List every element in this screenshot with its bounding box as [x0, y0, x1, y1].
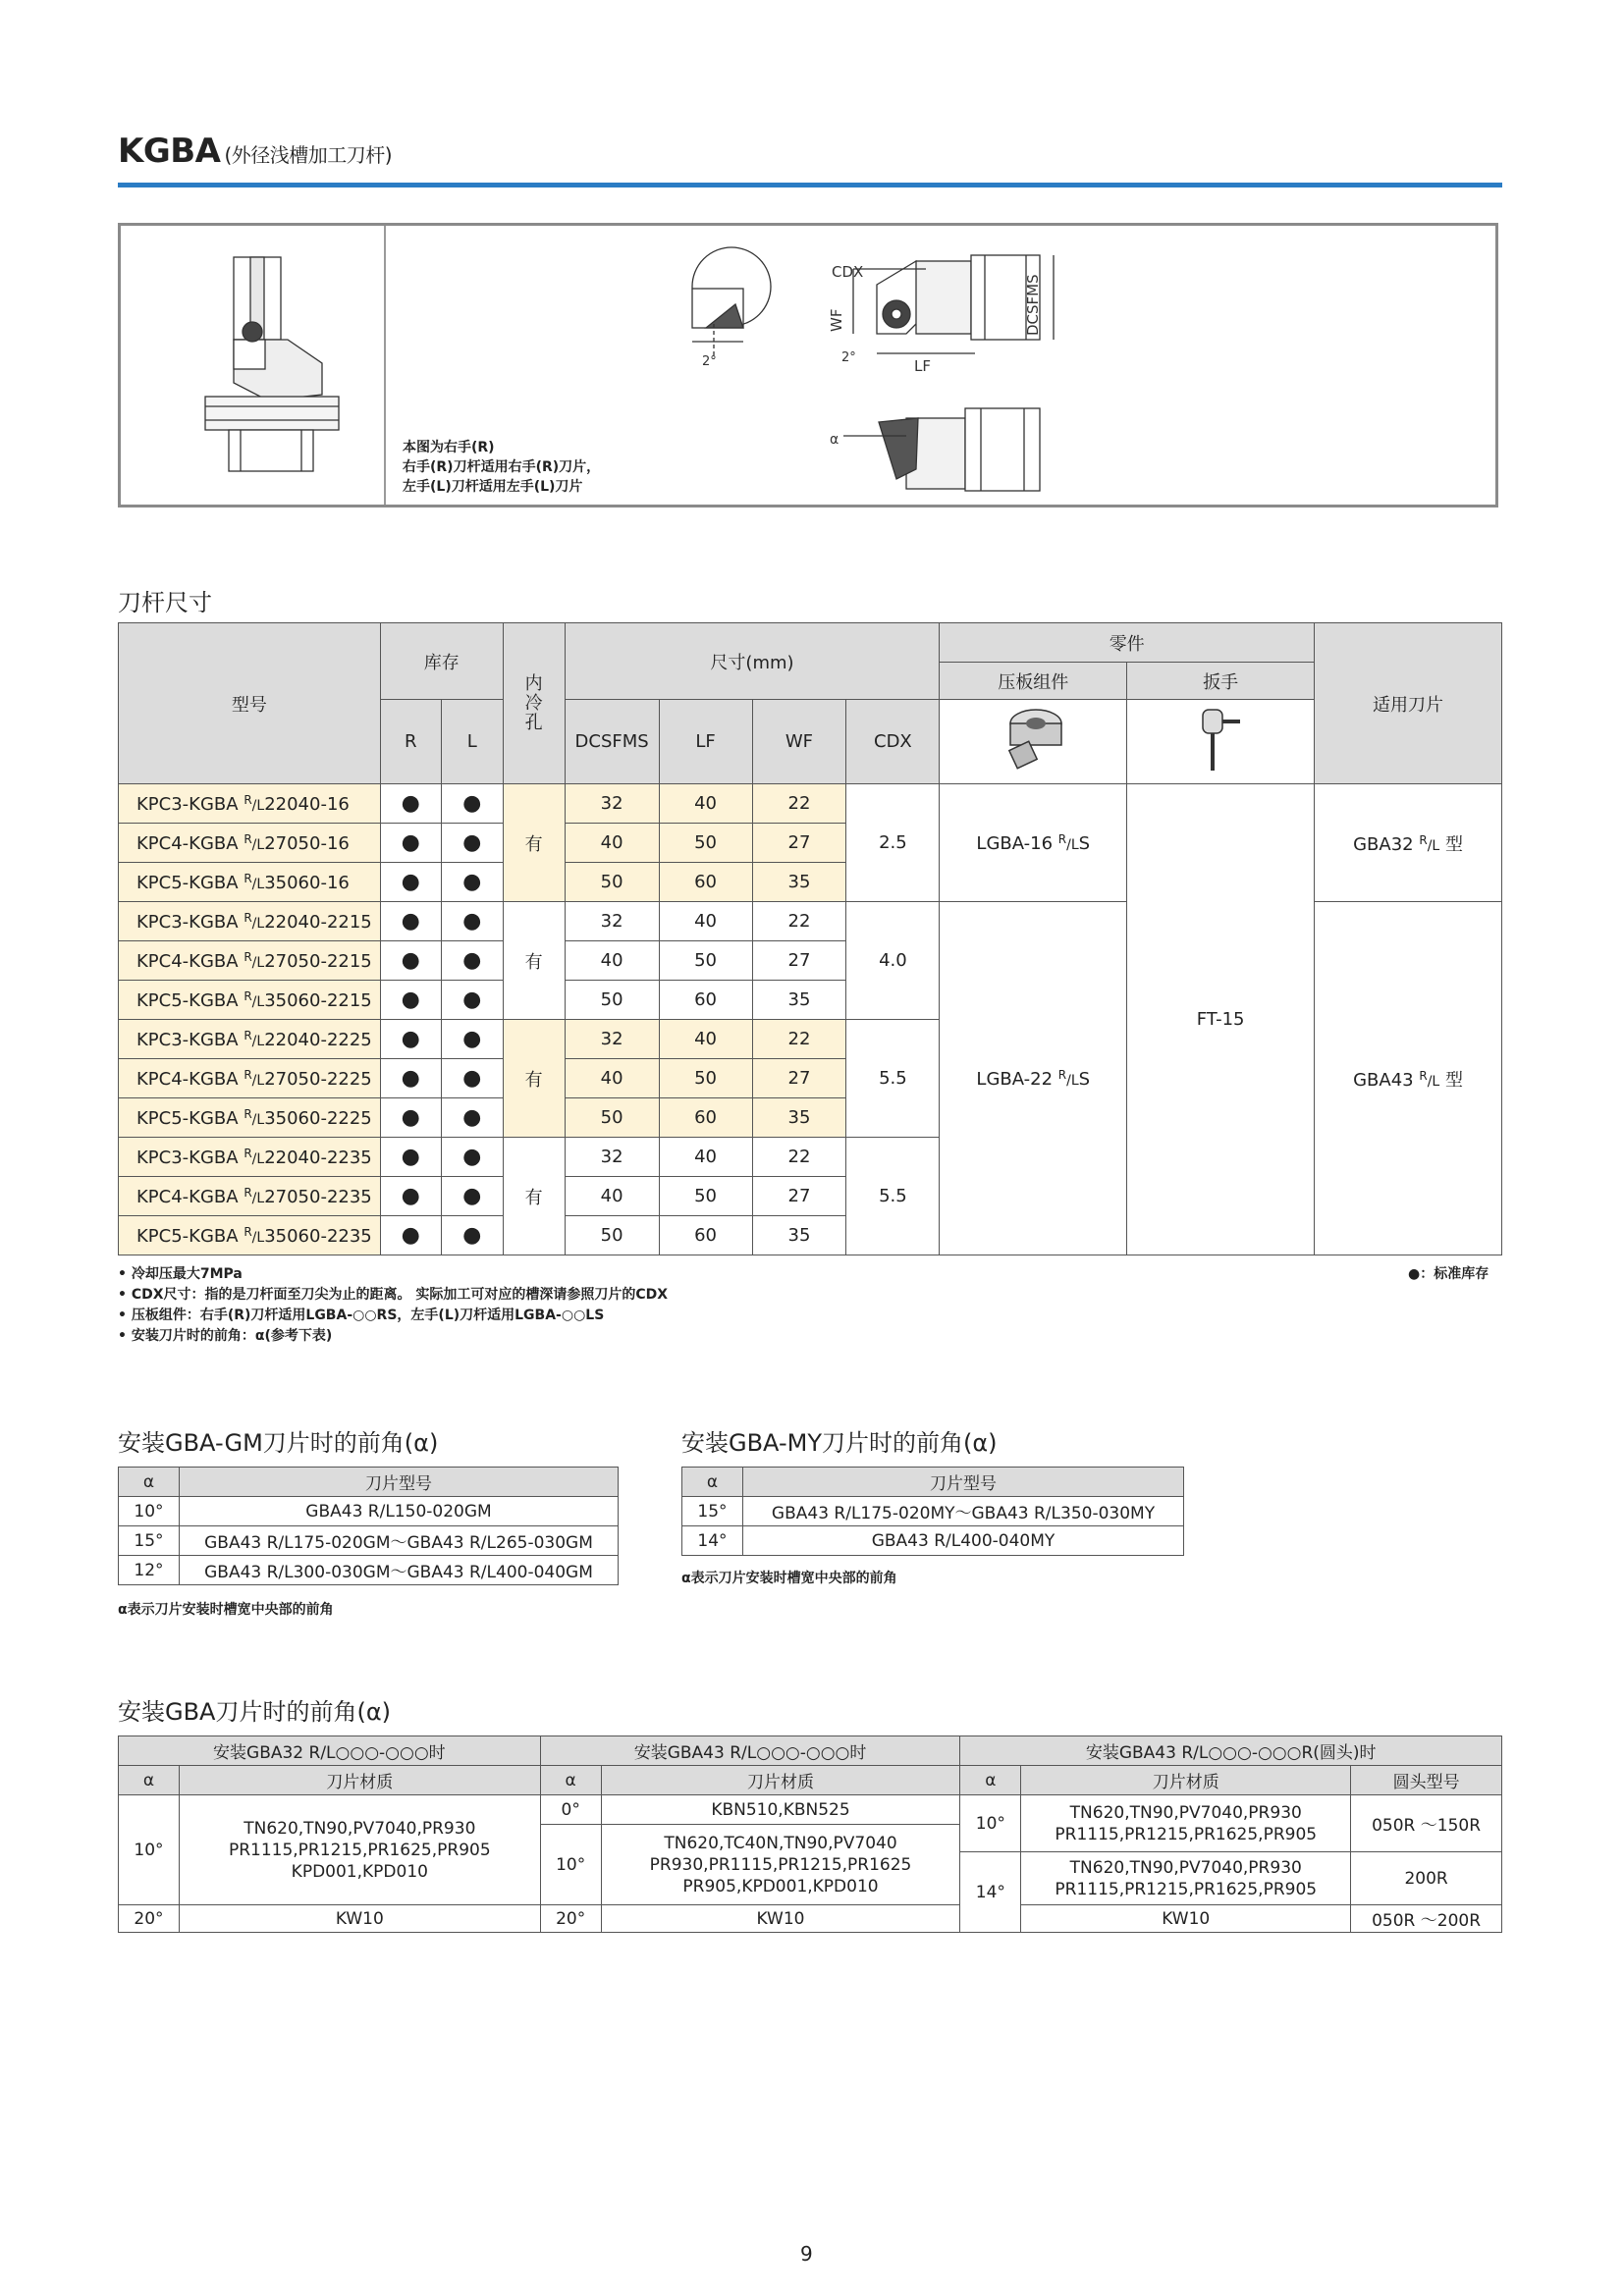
dcsfms-label: DCSFMS	[1024, 274, 1042, 336]
stock-r: ●	[380, 1020, 441, 1059]
cdx-label: CDX	[832, 263, 864, 281]
model-cell	[119, 1216, 381, 1255]
model-hand-sup: R	[244, 1028, 252, 1042]
my-note: α表示刀片安装时槽宽中央部的前角	[681, 1571, 897, 1586]
insert-cell	[1315, 902, 1502, 1255]
col-dims: 尺寸(mm)	[565, 623, 940, 700]
table-row	[119, 1497, 619, 1526]
col-model: 型号	[119, 623, 381, 784]
stock-r: ●	[380, 902, 441, 941]
lf-cell: 50	[659, 1059, 752, 1098]
table-row	[119, 784, 1502, 824]
holder-side-view	[205, 257, 339, 471]
model-suffix: 35060-2235	[264, 1225, 372, 1247]
gba-cell: TN620,TN90,PV7040,PR930 PR1115,PR1215,PR1625,PR905	[1021, 1795, 1351, 1852]
model-hand-sup: R	[244, 1224, 252, 1239]
stock-l: ●	[441, 1020, 503, 1059]
col-parts: 零件	[940, 623, 1315, 663]
dims-title: 刀杆尺寸	[118, 589, 212, 616]
alpha-cell: 15°	[682, 1497, 743, 1526]
gm-note: α表示刀片安装时槽宽中央部的前角	[118, 1602, 334, 1618]
model-hand-sup: R	[244, 1067, 252, 1082]
stock-r: ●	[380, 981, 441, 1020]
clamp-cell	[940, 902, 1127, 1255]
model-cell	[119, 863, 381, 902]
gba-h-alpha: α	[540, 1766, 601, 1795]
model-suffix: S	[1078, 1068, 1091, 1090]
wf-cell: 27	[752, 941, 846, 981]
gba-h-mat: 刀片材质	[601, 1766, 960, 1795]
wf-cell: 35	[752, 981, 846, 1020]
gba-g1: 安装GBA32 R/L○○○-○○○时	[119, 1736, 541, 1766]
gba-title: 安装GBA刀片时的前角(α)	[118, 1698, 392, 1726]
gba-cell: 14°	[960, 1852, 1021, 1933]
cdx-cell: 4.0	[846, 902, 940, 1020]
wf-cell: 27	[752, 1059, 846, 1098]
model-prefix: KPC4-KGBA	[136, 950, 244, 972]
model-cell	[119, 941, 381, 981]
model-prefix: KPC4-KGBA	[136, 1068, 244, 1090]
gba-h-round: 圆头型号	[1351, 1766, 1502, 1795]
model-prefix: GBA43	[1353, 1069, 1420, 1091]
gba-h-alpha: α	[119, 1766, 180, 1795]
table-row	[119, 1526, 619, 1556]
figure-note: 左手(L)刀杆适用左手(L)刀片	[403, 479, 583, 495]
model-suffix: 型	[1439, 833, 1463, 855]
model-suffix: 22040-16	[264, 793, 350, 815]
model-prefix: LGBA-16	[976, 832, 1058, 854]
stock-r: ●	[380, 1059, 441, 1098]
col-coolant: 内冷孔	[503, 623, 565, 784]
angle-label-2: 2°	[841, 350, 856, 365]
gm-table	[118, 1467, 619, 1585]
wf-cell: 22	[752, 784, 846, 824]
dims-note: • 安装刀片时的前角：α(参考下表)	[118, 1328, 333, 1344]
figure-note: 右手(R)刀杆适用右手(R)刀片，	[403, 459, 601, 475]
model-suffix: 27050-16	[264, 832, 350, 854]
model-hand-sup: R	[1419, 1068, 1428, 1083]
model-hand-sup: R	[244, 831, 252, 846]
gm-h-model: 刀片型号	[180, 1468, 619, 1497]
model-hand-sub: /L	[1066, 1072, 1079, 1089]
gba-cell: 10°	[960, 1795, 1021, 1852]
title-rule	[118, 183, 1502, 187]
my-h-model: 刀片型号	[743, 1468, 1184, 1497]
model-hand-sup: R	[1057, 831, 1067, 846]
model-suffix: 27050-2215	[264, 950, 372, 972]
lf-cell: 60	[659, 863, 752, 902]
figure-notes	[403, 438, 600, 497]
dcsfms-cell: 32	[565, 1138, 659, 1177]
dims-note: • 压板组件：右手(R)刀杆适用LGBA-○○RS，左手(L)刀杆适用LGBA-○○LS	[118, 1308, 605, 1323]
dcsfms-cell: 32	[565, 784, 659, 824]
gba-cell: 050R ～200R	[1351, 1905, 1502, 1933]
model-suffix: 22040-2235	[264, 1147, 372, 1168]
my-title: 安装GBA-MY刀片时的前角(α)	[681, 1429, 998, 1457]
lf-cell: 60	[659, 981, 752, 1020]
col-cdx: CDX	[846, 700, 940, 784]
col-lf: LF	[659, 700, 752, 784]
model-hand-sub: /L	[251, 1190, 265, 1206]
insert-model-cell: GBA43 R/L175-020GM～GBA43 R/L265-030GM	[180, 1526, 619, 1556]
wf-cell: 22	[752, 1138, 846, 1177]
table-row	[119, 1556, 619, 1585]
stock-r: ●	[380, 863, 441, 902]
stock-r: ●	[380, 1098, 441, 1138]
stock-r: ●	[380, 824, 441, 863]
page-title	[118, 132, 392, 171]
model-hand-sub: /L	[251, 1033, 265, 1049]
model-suffix: 22040-2215	[264, 911, 372, 933]
lf-cell: 40	[659, 902, 752, 941]
coolant-cell: 有	[503, 1138, 565, 1255]
model-hand-sub: /L	[251, 1111, 265, 1128]
title-subtitle: (外径浅槽加工刀杆)	[224, 143, 393, 167]
table-row	[682, 1526, 1184, 1556]
gba-g2: 安装GBA43 R/L○○○-○○○时	[540, 1736, 960, 1766]
model-hand-sup: R	[244, 792, 252, 807]
col-stock: 库存	[380, 623, 503, 700]
lf-cell: 60	[659, 1098, 752, 1138]
model-suffix: 22040-2225	[264, 1029, 372, 1050]
model-hand-sup: R	[1057, 1067, 1067, 1082]
model-prefix: LGBA-22	[976, 1068, 1058, 1090]
gba-cell: 0°	[540, 1795, 601, 1825]
insert-cell	[1315, 784, 1502, 902]
dims-table	[118, 622, 1502, 1255]
alpha-cell: 15°	[119, 1526, 180, 1556]
model-cell	[119, 1020, 381, 1059]
model-suffix: 35060-2215	[264, 989, 372, 1011]
wrench-cell: FT-15	[1127, 784, 1315, 1255]
dcsfms-cell: 40	[565, 941, 659, 981]
stock-l: ●	[441, 1177, 503, 1216]
stock-l: ●	[441, 1216, 503, 1255]
lf-cell: 40	[659, 784, 752, 824]
col-insert: 适用刀片	[1315, 623, 1502, 784]
lf-cell: 40	[659, 1020, 752, 1059]
my-table	[681, 1467, 1184, 1556]
wf-cell: 22	[752, 902, 846, 941]
gba-cell: 200R	[1351, 1852, 1502, 1905]
stock-r: ●	[380, 941, 441, 981]
dims-notes	[118, 1264, 668, 1347]
col-l: L	[441, 700, 503, 784]
model-prefix: GBA32	[1353, 833, 1420, 855]
model-hand-sup: R	[244, 1106, 252, 1121]
model-hand-sub: /L	[251, 993, 265, 1010]
alpha-cell: 12°	[119, 1556, 180, 1585]
coolant-cell: 有	[503, 902, 565, 1020]
model-suffix: 35060-16	[264, 872, 350, 893]
model-hand-sub: /L	[251, 915, 265, 932]
gba-h-alpha: α	[960, 1766, 1021, 1795]
figure-box	[118, 223, 1498, 507]
wf-cell: 35	[752, 863, 846, 902]
gba-cell: TN620,TN90,PV7040,PR930 PR1115,PR1215,PR1625,PR905 KPD001,KPD010	[179, 1795, 540, 1905]
gba-cell: KW10	[179, 1905, 540, 1933]
model-hand-sub: /L	[251, 797, 265, 814]
stock-l: ●	[441, 784, 503, 824]
model-cell	[119, 1098, 381, 1138]
model-prefix: KPC5-KGBA	[136, 872, 244, 893]
stock-l: ●	[441, 1059, 503, 1098]
model-suffix: 型	[1439, 1069, 1463, 1091]
wrench-image	[1127, 700, 1315, 784]
model-hand-sup: R	[244, 910, 252, 925]
model-hand-sub: /L	[1427, 837, 1440, 854]
lf-cell: 50	[659, 824, 752, 863]
model-hand-sub: /L	[251, 876, 265, 892]
model-hand-sub: /L	[251, 1150, 265, 1167]
col-wf: WF	[752, 700, 846, 784]
coolant-cell: 有	[503, 784, 565, 902]
dims-note: • 冷却压最大7MPa	[118, 1266, 243, 1282]
page-number: 9	[800, 2242, 813, 2266]
lf-label: LF	[914, 357, 931, 375]
gm-title: 安装GBA-GM刀片时的前角(α)	[118, 1429, 439, 1457]
alpha-cell: 10°	[119, 1497, 180, 1526]
model-hand-sup: R	[244, 949, 252, 964]
stock-l: ●	[441, 1098, 503, 1138]
stock-r: ●	[380, 1216, 441, 1255]
model-prefix: KPC4-KGBA	[136, 832, 244, 854]
gba-cell: 20°	[540, 1905, 601, 1933]
gba-cell: 10°	[119, 1795, 180, 1905]
gm-h-alpha: α	[119, 1468, 180, 1497]
model-hand-sup: R	[244, 988, 252, 1003]
lf-cell: 50	[659, 941, 752, 981]
stock-l: ●	[441, 981, 503, 1020]
cdx-cell: 5.5	[846, 1020, 940, 1138]
gba-g3: 安装GBA43 R/L○○○-○○○R(圆头)时	[960, 1736, 1502, 1766]
model-cell	[119, 1177, 381, 1216]
model-suffix: 27050-2235	[264, 1186, 372, 1207]
model-hand-sub: /L	[251, 1072, 265, 1089]
dcsfms-cell: 50	[565, 863, 659, 902]
model-cell	[119, 1059, 381, 1098]
dcsfms-cell: 32	[565, 902, 659, 941]
clamp-icon	[999, 702, 1067, 776]
stock-r: ●	[380, 784, 441, 824]
lf-cell: 40	[659, 1138, 752, 1177]
title-code: KGBA	[118, 132, 221, 171]
model-hand-sup: R	[244, 1185, 252, 1200]
stock-l: ●	[441, 824, 503, 863]
insert-model-cell: GBA43 R/L150-020GM	[180, 1497, 619, 1526]
model-cell	[119, 784, 381, 824]
coolant-cell: 有	[503, 1020, 565, 1138]
model-prefix: KPC5-KGBA	[136, 1107, 244, 1129]
wf-cell: 35	[752, 1098, 846, 1138]
model-prefix: KPC3-KGBA	[136, 911, 244, 933]
lf-cell: 60	[659, 1216, 752, 1255]
dcsfms-cell: 40	[565, 1177, 659, 1216]
dcsfms-cell: 40	[565, 824, 659, 863]
model-hand-sub: /L	[1427, 1073, 1440, 1090]
cdx-cell: 2.5	[846, 784, 940, 902]
gba-cell: 10°	[540, 1825, 601, 1905]
dcsfms-cell: 32	[565, 1020, 659, 1059]
my-h-alpha: α	[682, 1468, 743, 1497]
col-r: R	[380, 700, 441, 784]
alpha-label: α	[830, 432, 839, 448]
stock-legend: ●：标准库存	[1408, 1266, 1489, 1282]
model-hand-sub: /L	[251, 1229, 265, 1246]
dcsfms-cell: 50	[565, 1098, 659, 1138]
wf-cell: 27	[752, 1177, 846, 1216]
dims-note: • CDX尺寸：指的是刀杆面至刀尖为止的距离。 实际加工可对应的槽深请参照刀片的CDX	[118, 1287, 669, 1303]
model-hand-sub: /L	[1066, 836, 1079, 853]
angle-label-1: 2°	[702, 354, 717, 369]
model-prefix: KPC3-KGBA	[136, 1029, 244, 1050]
wf-cell: 22	[752, 1020, 846, 1059]
stock-l: ●	[441, 863, 503, 902]
model-suffix: S	[1078, 832, 1091, 854]
model-cell	[119, 1138, 381, 1177]
dcsfms-cell: 50	[565, 981, 659, 1020]
alpha-cell: 14°	[682, 1526, 743, 1556]
insert-model-cell: GBA43 R/L175-020MY～GBA43 R/L350-030MY	[743, 1497, 1184, 1526]
wf-label: WF	[828, 308, 845, 332]
gba-h-mat: 刀片材质	[179, 1766, 540, 1795]
dcsfms-cell: 40	[565, 1059, 659, 1098]
insert-detail-view	[692, 247, 771, 359]
clamp-cell	[940, 784, 1127, 902]
dcsfms-cell: 50	[565, 1216, 659, 1255]
gba-table	[118, 1735, 1502, 1933]
model-prefix: KPC4-KGBA	[136, 1186, 244, 1207]
model-prefix: KPC5-KGBA	[136, 989, 244, 1011]
model-cell	[119, 824, 381, 863]
model-hand-sup: R	[1419, 832, 1428, 847]
gba-cell: KW10	[1021, 1905, 1351, 1933]
table-row	[682, 1497, 1184, 1526]
stock-l: ●	[441, 1138, 503, 1177]
stock-l: ●	[441, 941, 503, 981]
gba-cell: TN620,TC40N,TN90,PV7040 PR930,PR1115,PR1215,PR1625 PR905,KPD001,KPD010	[601, 1825, 960, 1905]
cdx-cell: 5.5	[846, 1138, 940, 1255]
model-suffix: 35060-2225	[264, 1107, 372, 1129]
model-prefix: KPC5-KGBA	[136, 1225, 244, 1247]
model-cell	[119, 981, 381, 1020]
gba-cell: 20°	[119, 1905, 180, 1933]
stock-r: ●	[380, 1138, 441, 1177]
gba-cell: KBN510,KBN525	[601, 1795, 960, 1825]
stock-r: ●	[380, 1177, 441, 1216]
clamp-image	[940, 700, 1127, 784]
model-hand-sup: R	[244, 871, 252, 885]
col-dcsfms: DCSFMS	[565, 700, 659, 784]
gba-cell: 050R ～150R	[1351, 1795, 1502, 1852]
gba-h-mat: 刀片材质	[1021, 1766, 1351, 1795]
model-cell	[119, 902, 381, 941]
model-hand-sub: /L	[251, 954, 265, 971]
model-hand-sup: R	[244, 1146, 252, 1160]
drawing-svg	[121, 226, 1495, 505]
model-hand-sub: /L	[251, 836, 265, 853]
figure-note: 本图为右手(R)	[403, 440, 495, 455]
lf-cell: 50	[659, 1177, 752, 1216]
col-clamp: 压板组件	[940, 663, 1127, 700]
model-prefix: KPC3-KGBA	[136, 793, 244, 815]
wf-cell: 27	[752, 824, 846, 863]
gba-cell: KW10	[601, 1905, 960, 1933]
col-wrench: 扳手	[1127, 663, 1315, 700]
wrench-icon	[1191, 702, 1250, 776]
wf-cell: 35	[752, 1216, 846, 1255]
model-suffix: 27050-2225	[264, 1068, 372, 1090]
model-prefix: KPC3-KGBA	[136, 1147, 244, 1168]
insert-model-cell: GBA43 R/L400-040MY	[743, 1526, 1184, 1556]
stock-l: ●	[441, 902, 503, 941]
insert-model-cell: GBA43 R/L300-030GM～GBA43 R/L400-040GM	[180, 1556, 619, 1585]
holder-front-view	[843, 408, 1040, 491]
gba-cell: TN620,TN90,PV7040,PR930 PR1115,PR1215,PR1625,PR905	[1021, 1852, 1351, 1905]
